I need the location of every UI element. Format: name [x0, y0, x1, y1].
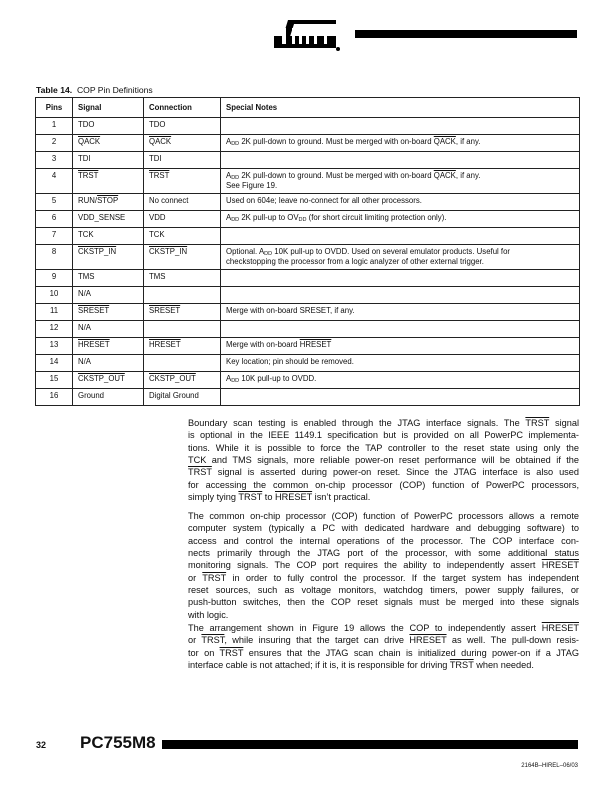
- signal-cell: [73, 245, 144, 270]
- table-row: [36, 118, 580, 135]
- table-caption: Table 14. COP Pin Definitions: [36, 85, 153, 95]
- connection-cell: TDO: [144, 118, 221, 135]
- header-rule: [355, 30, 577, 38]
- subscript: DD: [264, 251, 273, 257]
- connection-cell: [144, 372, 221, 389]
- text-line: The arrangement shown in Figure 19 allows the COP to independently assert HRESET: [188, 623, 579, 633]
- connection-cell: [144, 321, 221, 338]
- overlined-signal: STOP: [97, 196, 119, 205]
- product-name: PC755M8: [80, 733, 156, 752]
- text-line: simply tying TRST to HRESET isn’t practical.: [188, 492, 371, 503]
- overlined-signal: HRESET: [299, 340, 332, 349]
- overlined-signal: QACK: [433, 137, 456, 146]
- overlined-signal: HRESET: [275, 492, 313, 503]
- pin-cell: 9: [36, 270, 73, 287]
- overlined-signal: CKSTP_IN: [149, 247, 188, 256]
- overlined-signal: QACK: [78, 137, 101, 146]
- pin-cell: 8: [36, 245, 73, 270]
- connection-cell: TCK: [144, 228, 221, 245]
- connection-cell: TMS: [144, 270, 221, 287]
- notes-cell: [221, 270, 580, 287]
- table-header-row: [36, 98, 580, 118]
- overlined-signal: TRST: [238, 492, 263, 503]
- notes-cell: $A_{DD}$ 10K pull-up to OVDD.: [221, 372, 580, 389]
- overlined-signal: CKSTP_OUT: [149, 374, 196, 383]
- atmel-logo: [272, 16, 342, 52]
- table-row: [36, 287, 580, 304]
- connection-cell: [144, 355, 221, 372]
- table-row: [36, 245, 580, 270]
- connection-cell: [144, 135, 221, 152]
- text-line: The common on-chip processor (COP) function of PowerPC processors allows a remote: [188, 511, 579, 521]
- subscript: DD: [231, 378, 240, 384]
- text-line: tions. While it is possible to force the TAP controller to the reset state using only the: [188, 442, 579, 453]
- text-line: access and control the internal operations of the processor. The COP interface con-: [188, 535, 579, 546]
- overlined-signal: TRST: [219, 647, 244, 658]
- body-paragraph: [188, 417, 579, 503]
- notes-cell: $A_{DD}$ 2K pull-up to $OV_{DD}$ (for short circuit limiting protection only).: [221, 211, 580, 228]
- overlined-signal: CKSTP_IN: [78, 247, 117, 256]
- text-line: computer system (typically a PC with dedicated hardware and debugging software) to: [188, 523, 579, 534]
- text-line: TRST signal is asserted during power-on reset. Since the JTAG interface is also used: [188, 467, 579, 478]
- pin-cell: 4: [36, 169, 73, 194]
- connection-cell: [144, 169, 221, 194]
- overlined-signal: TRST: [149, 171, 170, 180]
- overlined-signal: SRESET: [149, 306, 181, 315]
- text-line: push-button switches, then the COP reset signals must be merged into these signals: [188, 597, 579, 608]
- notes-cell: [221, 389, 580, 406]
- text-line: nects primarily through the JTAG port of the processor, with some additional status: [188, 548, 579, 559]
- signal-cell: TDO: [73, 118, 144, 135]
- overlined-signal: TRST: [78, 171, 99, 180]
- overlined-signal: HRESET: [409, 635, 447, 646]
- signal-cell: N/A: [73, 321, 144, 338]
- pin-cell: 3: [36, 152, 73, 169]
- connection-cell: VDD: [144, 211, 221, 228]
- notes-cell: Merge with on-board SRESET, if any.: [221, 304, 580, 321]
- subscript: DD: [231, 141, 240, 147]
- signal-cell: TDI: [73, 152, 144, 169]
- subscript: DD: [231, 175, 240, 181]
- signal-cell: N/A: [73, 355, 144, 372]
- notes-cell: Key location; pin should be removed.: [221, 355, 580, 372]
- connection-cell: [144, 338, 221, 355]
- notes-cell: Used on 604e; leave no-connect for all other processors.: [221, 194, 580, 211]
- pin-cell: 14: [36, 355, 73, 372]
- signal-cell: [73, 135, 144, 152]
- column-header-notes: Special Notes: [221, 98, 580, 118]
- text-line: tor on TRST ensures that the JTAG scan chain is initialized during power-on if a JTAG: [188, 647, 579, 658]
- text-line: Boundary scan testing is enabled through the JTAG interface signals. The TRST signal: [188, 418, 579, 428]
- overlined-signal: TRST: [188, 467, 212, 478]
- body-paragraph: [188, 510, 579, 621]
- table-row: [36, 372, 580, 389]
- pin-cell: 12: [36, 321, 73, 338]
- table-row: [36, 389, 580, 406]
- overlined-signal: HRESET: [541, 623, 579, 633]
- connection-cell: [144, 304, 221, 321]
- footer-rule: [162, 740, 578, 749]
- overlined-signal: HRESET: [541, 560, 579, 571]
- signal-cell: Ground: [73, 389, 144, 406]
- overlined-signal: TRST: [525, 418, 550, 428]
- notes-cell: [221, 228, 580, 245]
- pin-cell: 13: [36, 338, 73, 355]
- pin-cell: 6: [36, 211, 73, 228]
- table-row: [36, 169, 580, 194]
- pin-cell: 10: [36, 287, 73, 304]
- notes-cell: $A_{DD}$ 2K pull-down to ground. Must be merged with on-board QACK, if any.: [221, 135, 580, 152]
- pin-cell: 15: [36, 372, 73, 389]
- overlined-signal: QACK: [149, 137, 172, 146]
- document-code: 2164B–HIREL–06/03: [521, 763, 578, 769]
- notes-cell: [221, 321, 580, 338]
- notes-cell: [221, 287, 580, 304]
- signal-cell: TMS: [73, 270, 144, 287]
- text-line: or TRST, while insuring that the target can drive HRESET as well. The pull-down resis-: [188, 635, 579, 646]
- table-row: [36, 152, 580, 169]
- subscript: DD: [298, 217, 307, 223]
- table-row: [36, 135, 580, 152]
- column-header-connection: Connection: [144, 98, 221, 118]
- notes-cell: [221, 118, 580, 135]
- overlined-signal: HRESET: [78, 340, 110, 349]
- cop-pin-table: [35, 97, 580, 406]
- overlined-signal: TRST: [201, 635, 225, 646]
- text-line: interface cable is not attached; if it is, it is responsible for driving TRST when needed.: [188, 660, 534, 671]
- signal-cell: [73, 304, 144, 321]
- overlined-signal: TRST: [202, 572, 227, 583]
- notes-cell: Merge with on-board HRESET: [221, 338, 580, 355]
- text-line: with logic.: [188, 609, 229, 620]
- signal-cell: N/A: [73, 287, 144, 304]
- overlined-signal: SRESET: [78, 306, 110, 315]
- signal-cell: [73, 372, 144, 389]
- table-row: [36, 338, 580, 355]
- pin-cell: 11: [36, 304, 73, 321]
- connection-cell: TDI: [144, 152, 221, 169]
- text-line: for accessing the common on-chip processor (COP) function of PowerPC processors,: [188, 479, 579, 490]
- signal-cell: TCK: [73, 228, 144, 245]
- overlined-signal: QACK: [433, 171, 456, 180]
- table-row: [36, 228, 580, 245]
- column-header-pins: Pins: [36, 98, 73, 118]
- table-row: [36, 211, 580, 228]
- notes-cell: $A_{DD}$ 2K pull-down to ground. Must be merged with on-board QACK, if any. See Figure 19.: [221, 169, 580, 194]
- column-header-signal: Signal: [73, 98, 144, 118]
- overlined-signal: CKSTP_OUT: [78, 374, 125, 383]
- table-row: [36, 194, 580, 211]
- overlined-signal: HRESET: [149, 340, 181, 349]
- connection-cell: Digital Ground: [144, 389, 221, 406]
- text-line: reset sources, such as voltage monitors, watchdog timers, power supply failures, or: [188, 585, 579, 596]
- text-line: monitoring signals. The COP port requires the ability to independently assert HRESET: [188, 560, 579, 571]
- overlined-signal: TRST: [449, 660, 474, 671]
- text-line: or TRST in order to fully control the processor. If the target system has independent: [188, 572, 579, 583]
- notes-cell: [221, 152, 580, 169]
- pin-cell: 5: [36, 194, 73, 211]
- table-row: [36, 321, 580, 338]
- text-line: is optional in the IEEE 1149.1 specification but is provided on all PowerPC implementa-: [188, 430, 579, 441]
- table-row: [36, 270, 580, 287]
- pin-cell: 16: [36, 389, 73, 406]
- connection-cell: No connect: [144, 194, 221, 211]
- signal-cell: RUN/STOP: [73, 194, 144, 211]
- pin-cell: 1: [36, 118, 73, 135]
- connection-cell: [144, 245, 221, 270]
- notes-cell: Optional. $A_{DD}$ 10K pull-up to OVDD. Used on several emulator products. Useful for checkstopping the processor from a logic analyzer of other external trigger.: [221, 245, 580, 270]
- text-line: TCK and TMS signals, more reliable power-on reset performance will be obtained if the: [188, 455, 579, 466]
- table-row: [36, 355, 580, 372]
- signal-cell: [73, 338, 144, 355]
- subscript: DD: [231, 217, 240, 223]
- connection-cell: [144, 287, 221, 304]
- signal-cell: VDD_SENSE: [73, 211, 144, 228]
- pin-cell: 7: [36, 228, 73, 245]
- page-number: 32: [36, 740, 47, 750]
- pin-cell: 2: [36, 135, 73, 152]
- table-row: [36, 304, 580, 321]
- signal-cell: [73, 169, 144, 194]
- body-paragraph: [188, 622, 579, 671]
